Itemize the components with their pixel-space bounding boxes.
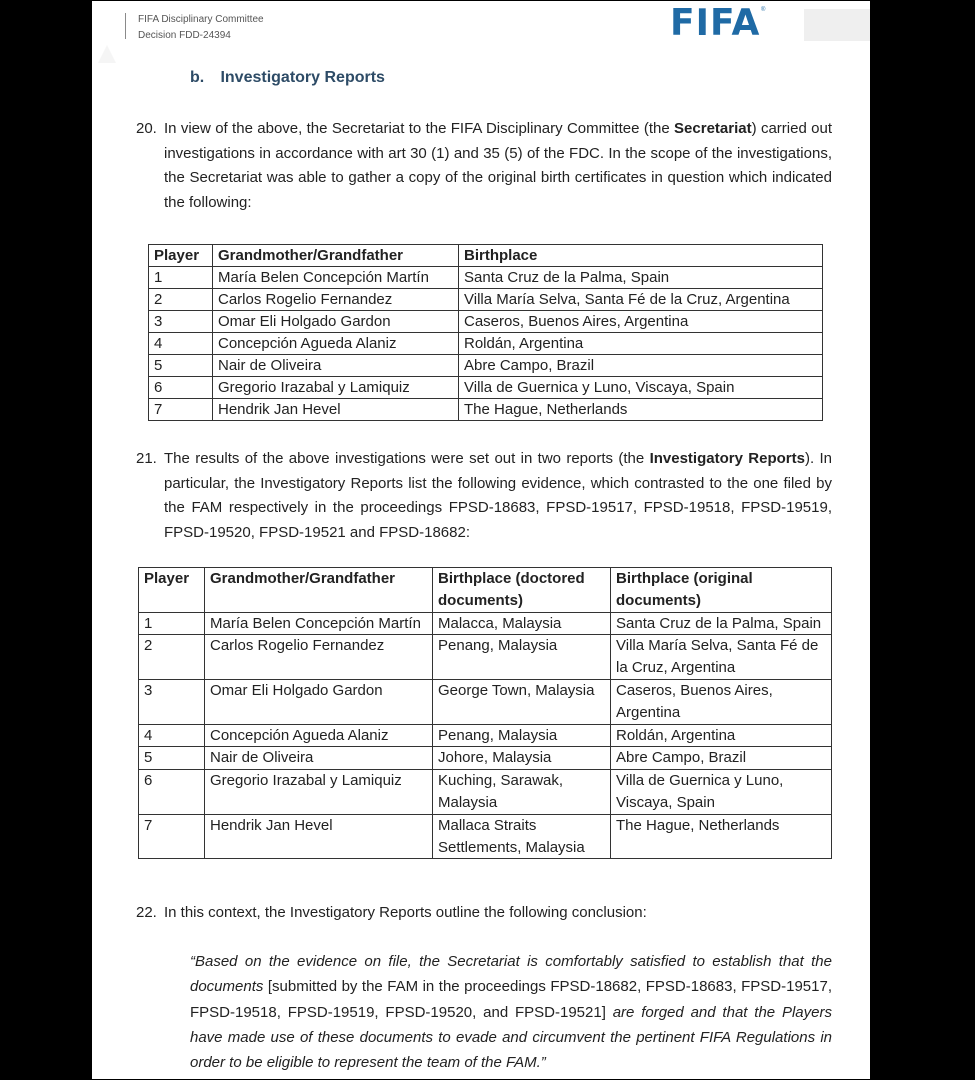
table-row: 3 Omar Eli Holgado Gardon George Town, Malaysia Caseros, Buenos Aires, Argentina [139, 679, 832, 724]
conclusion-quote: “Based on the evidence on file, the Secretariat is comfortably satisfied to establish that the documents [submitted by the FAM in the proceedings FPSD-18682, FPSD-18683, FPSD-19517, FPSD-19518, FPSD-19519, FPSD-19520, and FPSD-19521] are forged and that the Players have made use of these documents to evade and circumvent the pertinent FIFA Regulations in order to be eligible to represent the team of the FAM.” [190, 953, 832, 1072]
header-org: FIFA Disciplinary Committee [138, 14, 264, 25]
table-row: 7 Hendrik Jan Hevel The Hague, Netherlands [149, 399, 823, 421]
document-page [92, 1, 870, 1079]
watermark-icon [96, 43, 118, 65]
table-row: 6 Gregorio Irazabal y Lamiquiz Kuching, Sarawak, Malaysia Villa de Guernica y Luno, Viscaya, Spain [139, 770, 832, 815]
table-row: 4 Concepción Agueda Alaniz Roldán, Argentina [149, 333, 823, 355]
header-divider [125, 13, 126, 39]
birthplace-table [148, 244, 823, 421]
defined-term: Investigatory Reports [649, 450, 805, 467]
header-decision: Decision FDD-24394 [138, 30, 231, 41]
paragraph-number: 21. [136, 450, 157, 467]
table-row: 6 Gregorio Irazabal y Lamiquiz Villa de Guernica y Luno, Viscaya, Spain [149, 377, 823, 399]
paragraph-20: 20. In view of the above, the Secretariat to the FIFA Disciplinary Committee (the Secretariat) carried out investigations in accordance with art 30 (1) and 35 (5) of the FDC. In the scope of the investigations, the Secretariat was able to gather a copy of the original birth certificates in question which indicated the following: [136, 117, 832, 216]
table-row: 7 Hendrik Jan Hevel Mallaca Straits Settlements, Malaysia The Hague, Netherlands [139, 814, 832, 859]
table-row: 5 Nair de Oliveira Johore, Malaysia Abre Campo, Brazil [139, 747, 832, 770]
section-heading [190, 69, 385, 87]
table-row: 1 María Belen Concepción Martín Santa Cruz de la Palma, Spain [149, 267, 823, 289]
table-header-row: Player Grandmother/Grandfather Birthplace [149, 245, 823, 267]
paragraph-22: 22. In this context, the Investigatory Reports outline the following conclusion: [136, 901, 832, 926]
document-header [138, 12, 264, 44]
section-label: b. [190, 69, 205, 86]
table-row: 4 Concepción Agueda Alaniz Penang, Malaysia Roldán, Argentina [139, 724, 832, 747]
registered-mark: ® [761, 7, 766, 13]
redacted-box [804, 9, 870, 41]
fifa-logo: FIFA [670, 2, 761, 45]
section-title: Investigatory Reports [220, 69, 385, 86]
paragraph-number: 22. [136, 904, 157, 921]
comparison-table [138, 567, 832, 859]
paragraph-number: 20. [136, 120, 157, 137]
table-row: 5 Nair de Oliveira Abre Campo, Brazil [149, 355, 823, 377]
paragraph-21: 21. The results of the above investigations were set out in two reports (the Investigatory Reports). In particular, the Investigatory Reports list the following evidence, which contrasted to the one filed by the FAM respectively in the proceedings FPSD-18683, FPSD-19517, FPSD-19518, FPSD-19519, FPSD-19520, FPSD-19521 and FPSD-18682: [136, 447, 832, 546]
table-row: 1 María Belen Concepción Martín Malacca, Malaysia Santa Cruz de la Palma, Spain [139, 612, 832, 635]
table-row: 2 Carlos Rogelio Fernandez Villa María Selva, Santa Fé de la Cruz, Argentina [149, 289, 823, 311]
table-row: 2 Carlos Rogelio Fernandez Penang, Malaysia Villa María Selva, Santa Fé de la Cruz, Argentina [139, 635, 832, 680]
defined-term: Secretariat [674, 120, 752, 137]
table-header-row: Player Grandmother/Grandfather Birthplace (doctored documents) Birthplace (original documents) [139, 568, 832, 613]
table-row: 3 Omar Eli Holgado Gardon Caseros, Buenos Aires, Argentina [149, 311, 823, 333]
